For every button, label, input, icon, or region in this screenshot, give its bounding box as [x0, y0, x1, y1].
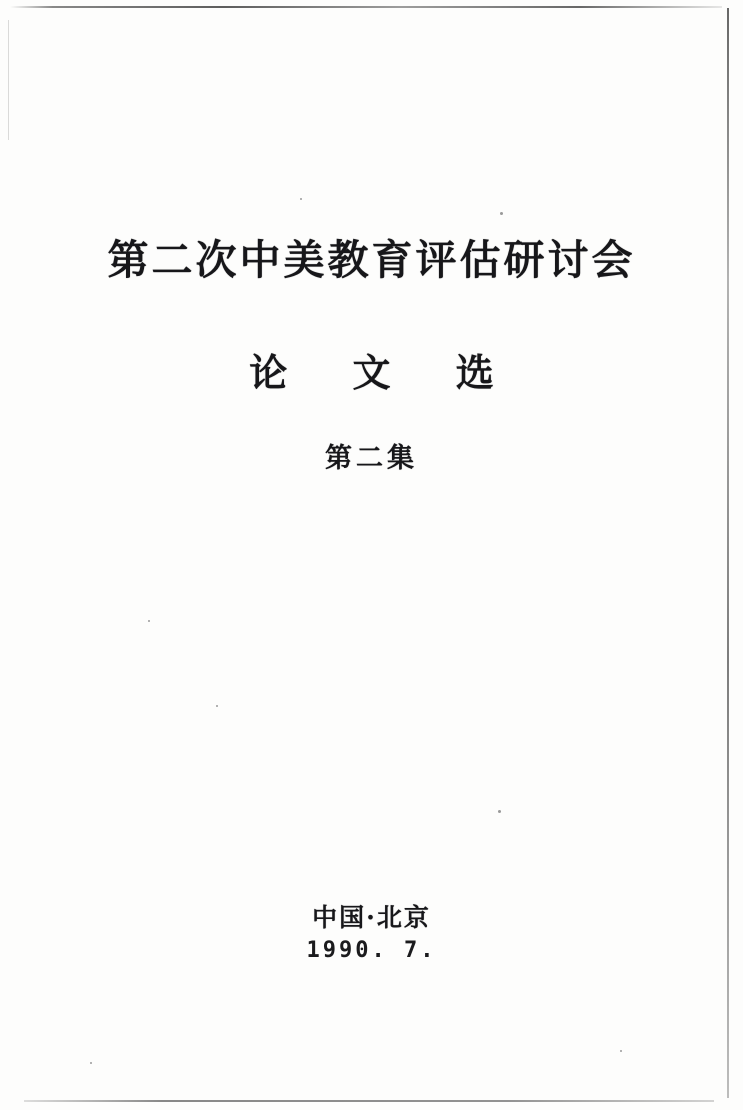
page-title: 第二次中美教育评估研讨会 [107, 236, 636, 284]
publication-place: 中国·北京 [312, 903, 431, 932]
volume-label: 第二集 [325, 443, 418, 474]
page-subtitle: 论 文 选 [249, 350, 520, 395]
publication-date: 1990. 7. [306, 938, 437, 963]
